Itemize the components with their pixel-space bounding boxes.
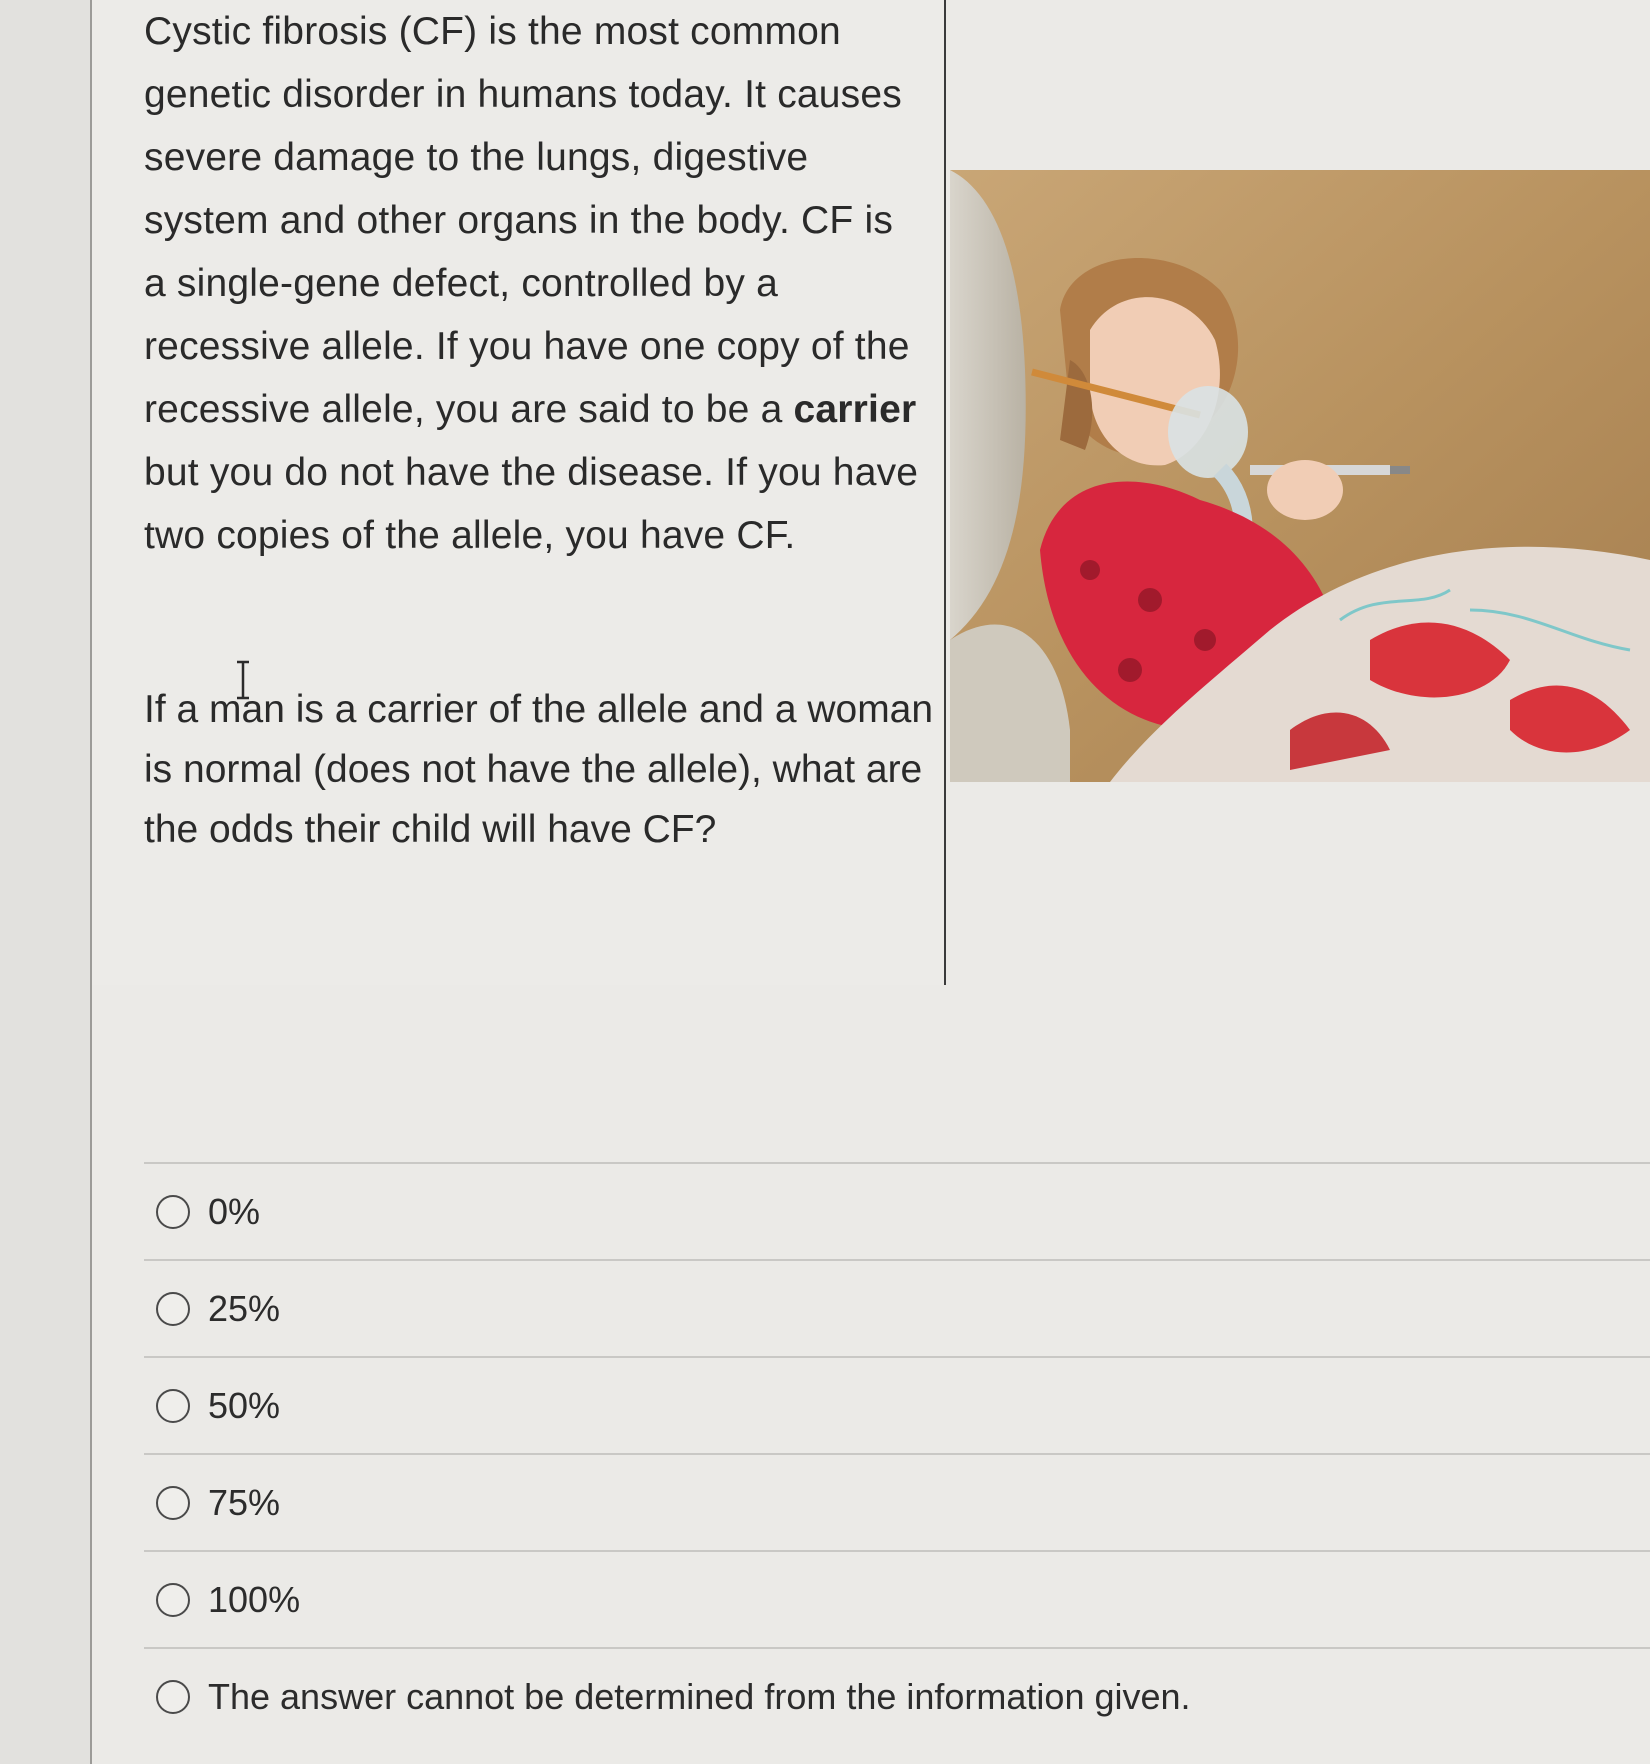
passage-line: system and other organs in the body. CF is: [144, 199, 894, 242]
option-label: 25%: [208, 1287, 281, 1329]
option-label: 0%: [208, 1190, 261, 1232]
radio-button[interactable]: [156, 1195, 190, 1229]
text-cursor-icon: [234, 660, 252, 700]
option-label: 100%: [208, 1578, 301, 1620]
answer-option-75[interactable]: [144, 1453, 1650, 1550]
child-nebulizer-photo: [950, 170, 1650, 782]
radio-button[interactable]: [156, 1292, 190, 1326]
answer-option-0[interactable]: [144, 1162, 1650, 1259]
option-label: 50%: [208, 1384, 281, 1426]
option-label: 75%: [208, 1481, 281, 1523]
left-gutter: [0, 0, 92, 1764]
radio-button[interactable]: [156, 1680, 190, 1714]
question-line: is normal (does not have the allele), what are: [144, 748, 923, 791]
passage-line: two copies of the allele, you have CF.: [144, 514, 796, 557]
passage-line: a single-gene defect, controlled by a: [144, 262, 778, 305]
passage-line: Cystic fibrosis (CF) is the most common: [144, 10, 841, 53]
radio-button[interactable]: [156, 1486, 190, 1520]
passage-line: but you do not have the disease. If you have: [144, 451, 919, 494]
answer-option-50[interactable]: [144, 1356, 1650, 1453]
radio-button[interactable]: [156, 1583, 190, 1617]
passage-line: recessive allele. If you have one copy of the: [144, 325, 910, 368]
passage: [144, 0, 954, 567]
passage-line: genetic disorder in humans today. It causes: [144, 73, 902, 116]
passage-line: [144, 378, 954, 441]
answer-option-25[interactable]: [144, 1259, 1650, 1356]
radio-button[interactable]: [156, 1389, 190, 1423]
question-line: If a man is a carrier of the allele and a woman: [144, 688, 934, 731]
passage-line: severe damage to the lungs, digestive: [144, 136, 809, 179]
option-label: The answer cannot be determined from the information given.: [208, 1675, 1191, 1717]
carrier-term: carrier: [793, 388, 917, 431]
question-line: the odds their child will have CF?: [144, 808, 717, 851]
answer-option-100[interactable]: [144, 1550, 1650, 1647]
answer-option-undetermined[interactable]: [144, 1647, 1650, 1744]
question-prompt: [144, 680, 954, 860]
passage-text: recessive allele, you are said to be a: [144, 388, 794, 431]
answer-options: [144, 1162, 1650, 1744]
